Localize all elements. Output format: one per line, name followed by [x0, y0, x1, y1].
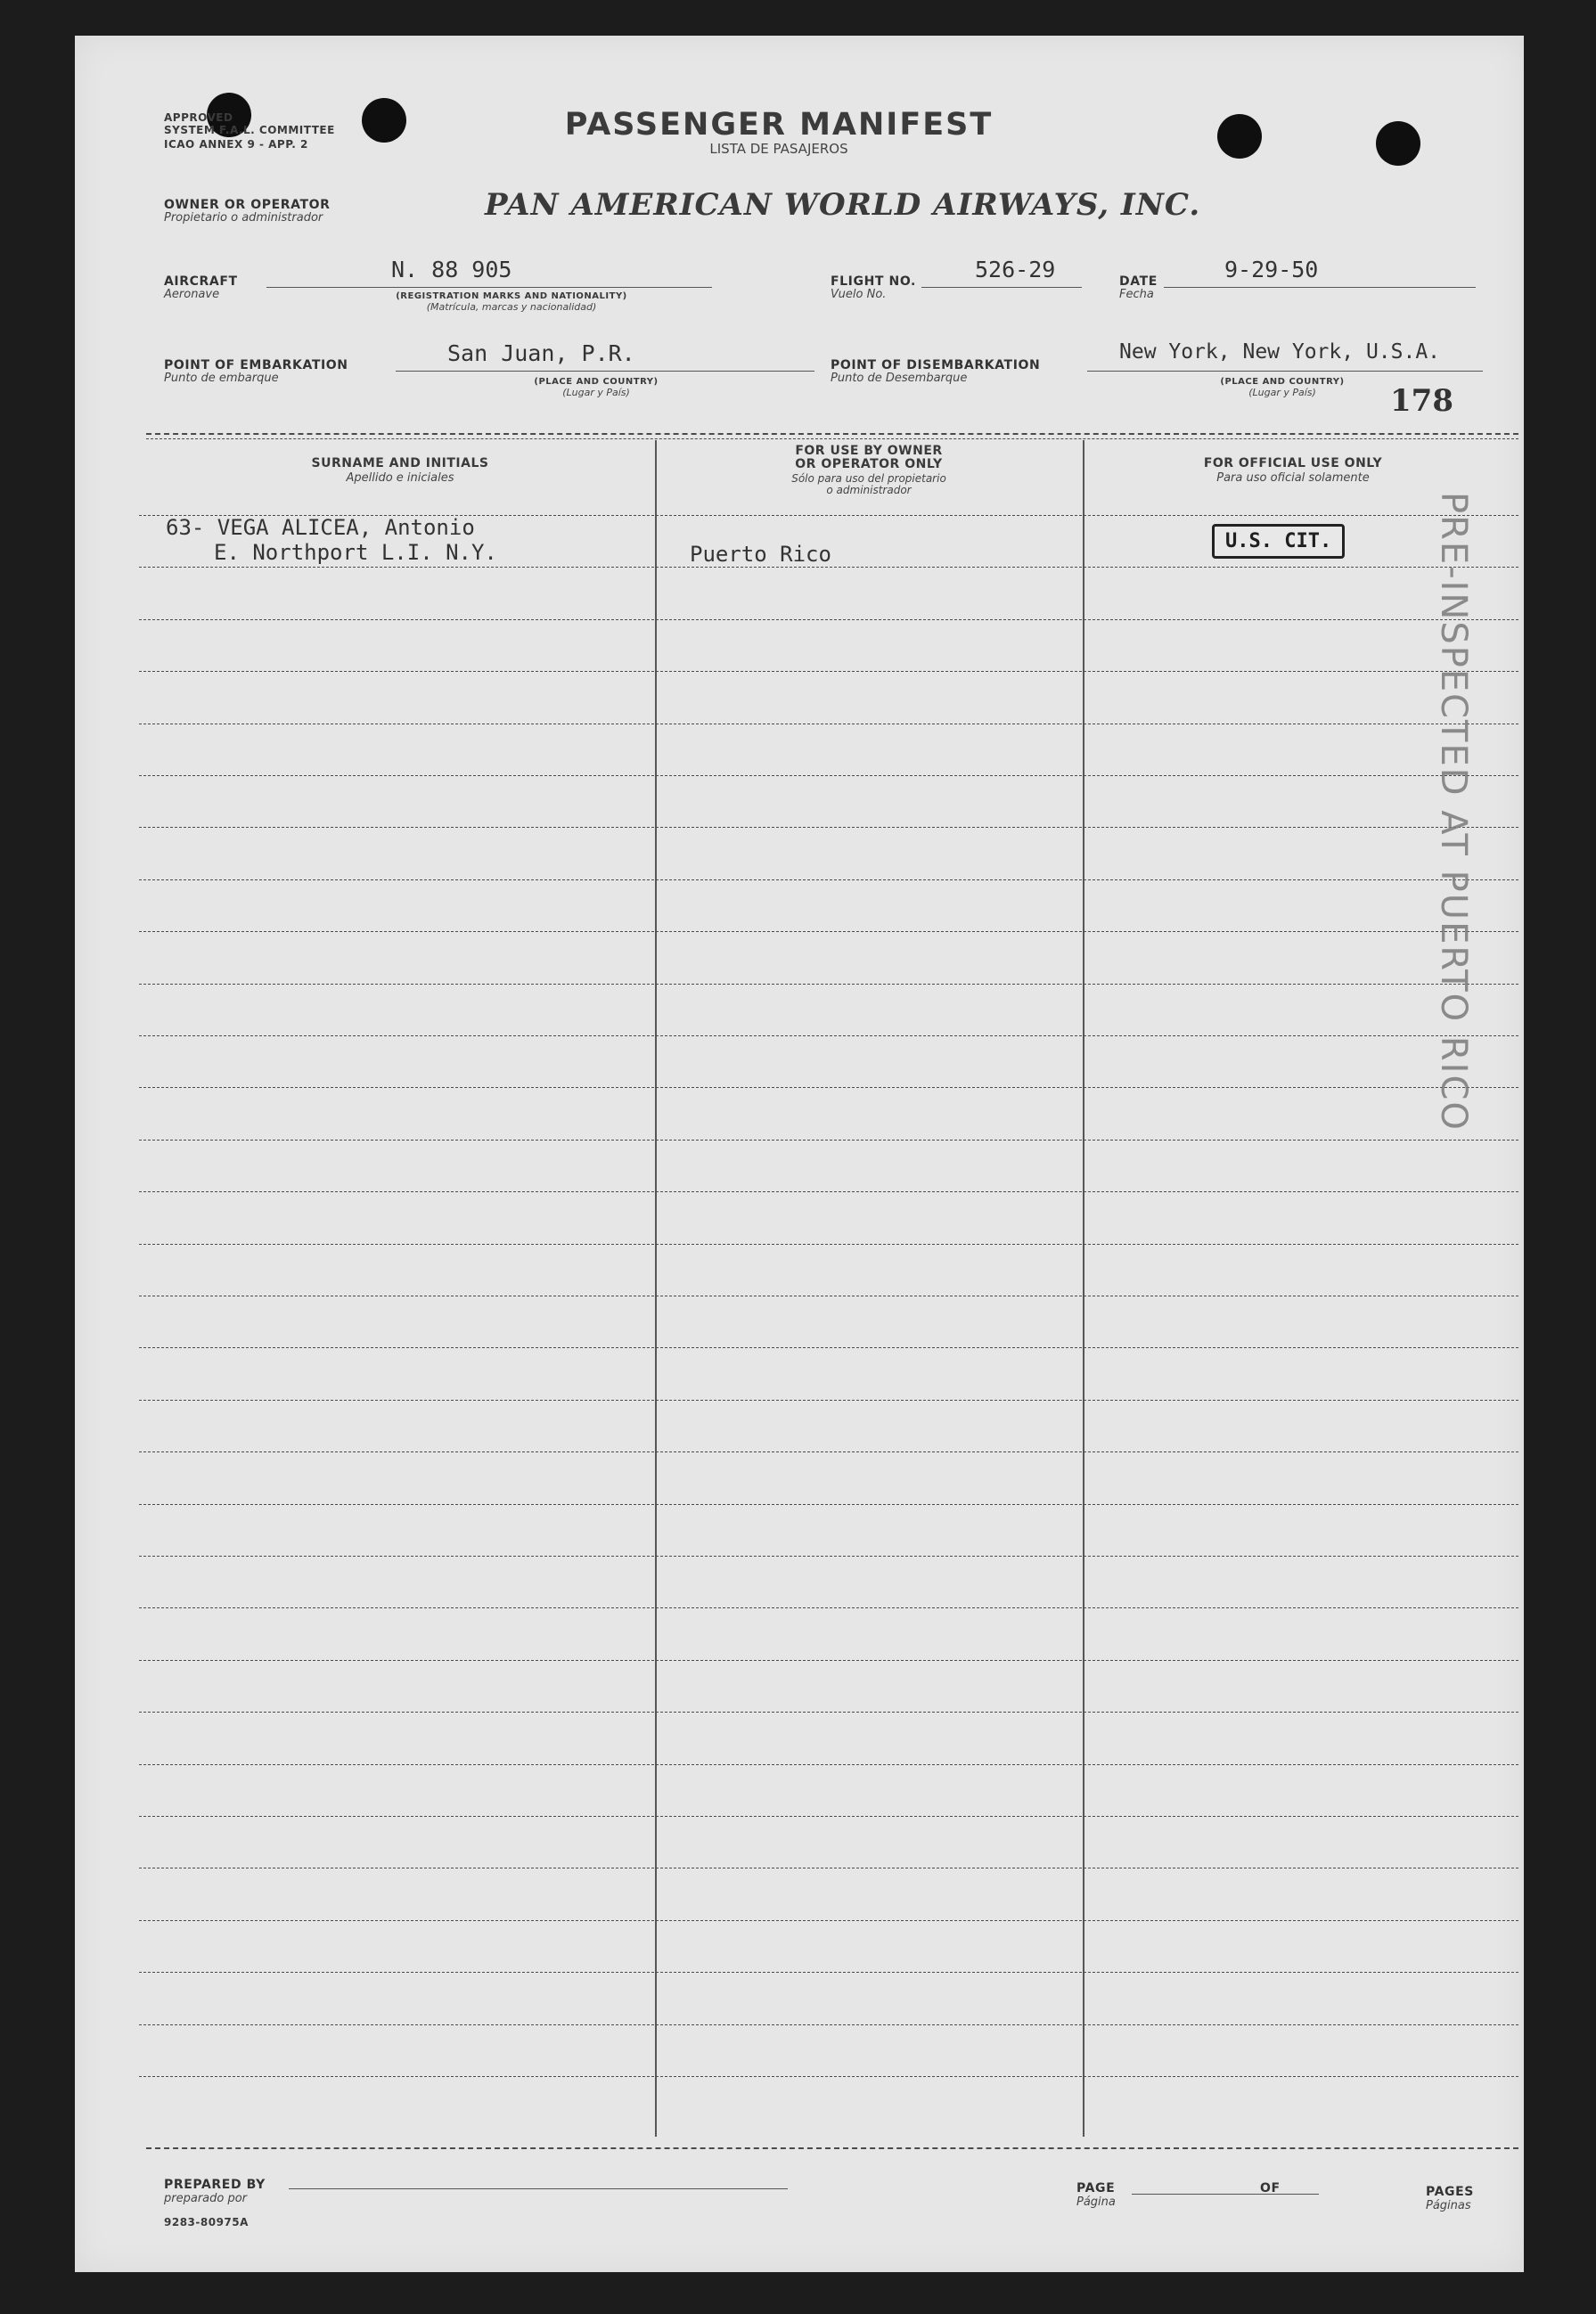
disembark-underline — [1087, 371, 1483, 372]
form-number: 9283-80975A — [164, 2216, 249, 2228]
page-label-es: Página — [1076, 2195, 1116, 2209]
table-row-line — [139, 931, 1518, 932]
punch-hole — [362, 98, 406, 143]
passenger-name: 63- VEGA ALICEA, Antonio — [166, 515, 475, 540]
disembark-note-es: (Lugar y País) — [1248, 387, 1316, 398]
prepared-label-es: preparado por — [164, 2192, 248, 2205]
embark-value: San Juan, P.R. — [447, 340, 635, 366]
table-row-line — [139, 1556, 1518, 1557]
approval-line-2: SYSTEM F.A.L. COMMITTEE — [164, 124, 335, 136]
table-row-line — [139, 1451, 1518, 1452]
pre-inspection-stamp: PRE-INSPECTED AT PUERTO RICO — [1433, 492, 1474, 1132]
table-row-line — [139, 2076, 1518, 2077]
table-row-line — [139, 1972, 1518, 1973]
aircraft-underline — [266, 287, 712, 288]
page-label: PAGE — [1076, 2181, 1116, 2195]
page-underline — [1132, 2194, 1319, 2195]
table-row-line — [139, 619, 1518, 620]
table-row-line — [139, 775, 1518, 776]
passenger-address: E. Northport L.I. N.Y. — [214, 540, 497, 565]
disembark-value: New York, New York, U.S.A. — [1119, 340, 1441, 364]
prepared-underline — [289, 2188, 788, 2189]
table-row-line — [139, 1140, 1518, 1141]
date-label: DATE — [1119, 274, 1158, 289]
col3-header: FOR OFFICIAL USE ONLY — [1203, 456, 1383, 470]
embark-underline — [396, 371, 814, 372]
page-title-es: LISTA DE PASAJEROS — [709, 141, 848, 157]
table-row-line — [139, 1347, 1518, 1348]
of-label: OF — [1260, 2181, 1281, 2195]
manifest-sheet — [75, 36, 1524, 2272]
footer-rule — [146, 2147, 1518, 2149]
page-number: 178 — [1390, 383, 1453, 419]
flight-value: 526-29 — [975, 257, 1056, 282]
flight-label-es: Vuelo No. — [831, 288, 887, 301]
owner-label: OWNER OR OPERATOR — [164, 198, 331, 212]
embark-note: (PLACE AND COUNTRY) — [534, 377, 659, 387]
table-row-line — [139, 1607, 1518, 1608]
table-top-rule — [146, 433, 1518, 435]
table-row-line — [139, 984, 1518, 985]
embark-label-es: Punto de embarque — [164, 372, 279, 385]
aircraft-label-es: Aeronave — [164, 288, 220, 301]
table-row-line — [139, 1920, 1518, 1921]
table-row-line — [139, 1816, 1518, 1817]
punch-hole — [1217, 114, 1262, 159]
owner-use-value: Puerto Rico — [690, 542, 831, 567]
col2-header-line2: OR OPERATOR ONLY — [795, 457, 943, 471]
col2-header-es1: Sólo para uso del propietario — [791, 472, 946, 485]
table-row-line — [139, 1244, 1518, 1245]
approval-line-1: APPROVED — [164, 111, 233, 124]
table-row-line — [139, 1660, 1518, 1661]
owner-label-es: Propietario o administrador — [164, 211, 323, 225]
pages-label-es: Páginas — [1426, 2199, 1471, 2212]
col3-header-es: Para uso oficial solamente — [1216, 471, 1370, 485]
table-row-line — [139, 1191, 1518, 1192]
table-row-line — [139, 1712, 1518, 1713]
table-row-line — [139, 1400, 1518, 1401]
col2-header-line1: FOR USE BY OWNER — [795, 444, 943, 458]
disembark-label-es: Punto de Desembarque — [831, 372, 968, 385]
table-row-line — [139, 567, 1518, 568]
table-row-line — [139, 1504, 1518, 1505]
page-title: PASSENGER MANIFEST — [564, 107, 994, 143]
table-row-line — [139, 1035, 1518, 1036]
table-row-line — [139, 1087, 1518, 1088]
prepared-label: PREPARED BY — [164, 2178, 266, 2192]
embark-label: POINT OF EMBARKATION — [164, 358, 348, 372]
col1-header: SURNAME AND INITIALS — [311, 456, 489, 470]
citizenship-stamp: U.S. CIT. — [1212, 524, 1345, 559]
date-underline — [1164, 287, 1476, 288]
aircraft-value: N. 88 905 — [391, 257, 512, 282]
table-top-rule — [146, 438, 1518, 439]
table-row-line — [139, 827, 1518, 828]
approval-line-3: ICAO ANNEX 9 - APP. 2 — [164, 138, 308, 151]
date-label-es: Fecha — [1119, 288, 1154, 301]
col1-header-es: Apellido e iniciales — [346, 471, 454, 485]
punch-hole — [1376, 121, 1420, 166]
aircraft-note: (REGISTRATION MARKS AND NATIONALITY) — [396, 291, 627, 301]
aircraft-label: AIRCRAFT — [164, 274, 238, 289]
date-value: 9-29-50 — [1224, 257, 1319, 282]
table-row-line — [139, 879, 1518, 880]
flight-underline — [921, 287, 1082, 288]
column-divider — [655, 440, 657, 2137]
col2-header-es2: o administrador — [826, 484, 912, 496]
disembark-note: (PLACE AND COUNTRY) — [1220, 377, 1345, 387]
pages-label: PAGES — [1426, 2185, 1474, 2199]
table-row-line — [139, 1764, 1518, 1765]
embark-note-es: (Lugar y País) — [562, 387, 630, 398]
column-divider — [1083, 440, 1084, 2137]
table-row-line — [139, 671, 1518, 672]
flight-label: FLIGHT NO. — [831, 274, 916, 289]
aircraft-note-es: (Matrícula, marcas y nacionalidad) — [426, 301, 597, 313]
operator-name: PAN AMERICAN WORLD AIRWAYS, INC. — [485, 187, 1201, 223]
table-row-line — [139, 2024, 1518, 2025]
disembark-label: POINT OF DISEMBARKATION — [831, 358, 1041, 372]
